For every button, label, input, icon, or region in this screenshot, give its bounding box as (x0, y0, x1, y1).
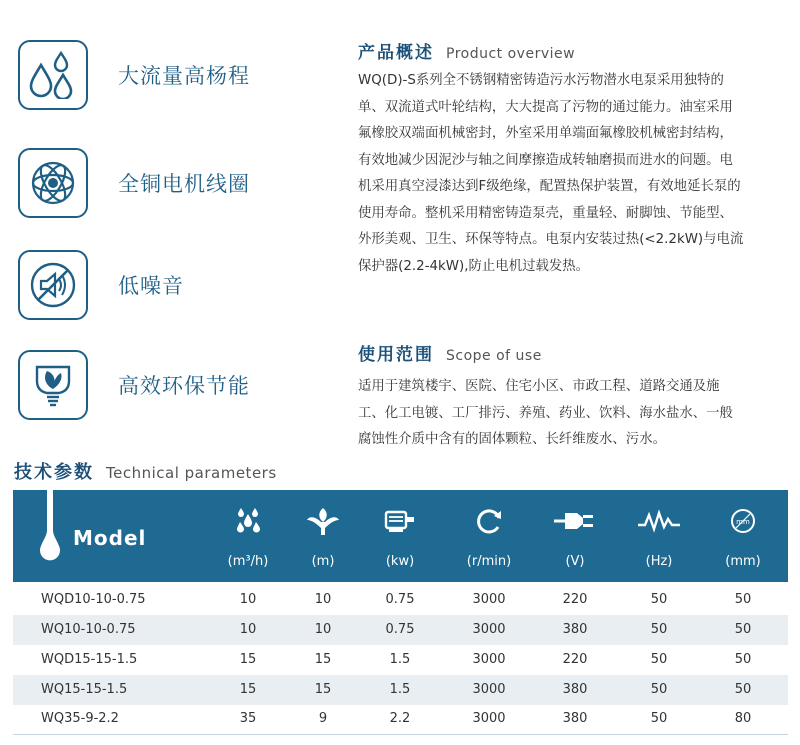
frequency-column-header (619, 490, 699, 582)
flow-drops-icon (208, 506, 288, 536)
model-cell: WQ35-9-2.2 (41, 711, 119, 726)
scope-line: 适用于建筑楼宇、医院、住宅小区、市政工程、道路交通及施 (358, 379, 720, 394)
feature-label: 高效环保节能 (118, 374, 250, 398)
overview-line: 保护器(2.2-4kW),防止电机过载发热。 (358, 258, 590, 274)
overview-title-en: Product overview (446, 46, 576, 62)
head-cell: 15 (314, 652, 332, 667)
scope-line: 腐蚀性介质中含有的固体颗粒、长纤维废水、污水。 (358, 432, 666, 447)
model-cell: WQ10-10-0.75 (41, 622, 136, 637)
overview-line: 有效地减少因泥沙与轴之间摩擦造成转轴磨损而进水的问题。电 (358, 152, 733, 168)
flow-unit: (m³/h) (227, 554, 269, 569)
diameter-cell: 80 (734, 711, 752, 726)
copper-coil-icon (18, 148, 88, 218)
frequency-cell: 50 (650, 592, 668, 607)
table-row (13, 615, 788, 645)
power-column-header (360, 490, 440, 582)
power-cell: 2.2 (389, 711, 411, 726)
flow-cell: 10 (239, 622, 257, 637)
water-drip-icon (35, 490, 65, 562)
tech-title-en: Technical parameters (106, 464, 277, 482)
power-cell: 0.75 (385, 592, 415, 607)
model-cell: WQD10-10-0.75 (41, 592, 146, 607)
diameter-column-header (703, 490, 783, 582)
table-row (13, 704, 788, 734)
scope-heading (358, 340, 542, 365)
voltage-cell: 220 (562, 592, 588, 607)
fountain-icon (283, 506, 363, 536)
table-row (13, 675, 788, 705)
feature-label: 低噪音 (118, 274, 184, 298)
model-cell: WQ15-15-1.5 (41, 682, 128, 697)
speed-cell: 3000 (472, 682, 506, 697)
model-cell: WQD15-15-1.5 (41, 652, 138, 667)
speed-cell: 3000 (472, 622, 506, 637)
flow-cell: 35 (239, 711, 257, 726)
voltage-cell: 380 (562, 622, 588, 637)
frequency-wave-icon (619, 506, 699, 536)
feature-energy-saving (18, 350, 338, 424)
speed-cell: 3000 (472, 711, 506, 726)
overview-line: 单、双流道式叶轮结构，大大提高了污物的通过能力。油室采用 (358, 99, 733, 115)
feature-label: 大流量高杨程 (118, 64, 250, 88)
diameter-unit: (mm) (725, 554, 761, 569)
diameter-mm-icon (703, 506, 783, 536)
frequency-unit: (Hz) (645, 554, 673, 569)
flow-cell: 15 (239, 652, 257, 667)
motor-icon (360, 506, 440, 536)
overview-line: 氟橡胶双端面机械密封，外室采用单端面氟橡胶机械密封结构， (358, 126, 733, 141)
scope-text (358, 374, 794, 454)
rotation-icon (449, 506, 529, 536)
flow-cell: 15 (239, 682, 257, 697)
head-cell: 15 (314, 682, 332, 697)
frequency-cell: 50 (650, 711, 668, 726)
overview-line: WQ(D)-S系列全不锈钢精密铸造污水污物潜水电泵采用独特的 (358, 73, 724, 88)
frequency-cell: 50 (650, 652, 668, 667)
diameter-cell: 50 (734, 622, 752, 637)
frequency-cell: 50 (650, 682, 668, 697)
speed-unit: (r/min) (466, 554, 512, 569)
overview-title-zh: 产品概述 (358, 43, 434, 63)
power-cell: 0.75 (385, 622, 415, 637)
flow-column-header (208, 490, 288, 582)
frequency-cell: 50 (650, 622, 668, 637)
power-cell: 1.5 (389, 682, 411, 697)
scope-title-zh: 使用范围 (358, 345, 434, 365)
overview-line: 机采用真空浸漆达到F级绝缘，配置热保护装置，有效地延长泵的 (358, 179, 741, 194)
eco-bulb-icon (18, 350, 88, 420)
voltage-cell: 220 (562, 652, 588, 667)
overview-line: 外形美观、卫生、环保等特点。电泵内安装过热(<2.2kW)与电流 (358, 232, 744, 247)
tech-heading (14, 458, 277, 484)
scope-line: 工、化工电镀、工厂排污、养殖、药业、饮料、海水盐水、一般 (358, 405, 733, 421)
tech-title-zh: 技术参数 (14, 462, 94, 483)
feature-large-flow (18, 40, 338, 114)
low-noise-icon (18, 250, 88, 320)
table-bottom-divider (13, 734, 788, 735)
speed-cell: 3000 (472, 592, 506, 607)
feature-low-noise (18, 250, 338, 324)
feature-copper-coil (18, 148, 338, 222)
voltage-cell: 380 (562, 682, 588, 697)
svg-text:mm: mm (736, 518, 750, 526)
feature-label: 全铜电机线圈 (118, 172, 250, 196)
voltage-cell: 380 (562, 711, 588, 726)
overview-text (358, 68, 794, 280)
power-unit: (kw) (385, 554, 415, 569)
diameter-cell: 50 (734, 652, 752, 667)
head-unit: (m) (311, 554, 335, 569)
flow-cell: 10 (239, 592, 257, 607)
head-cell: 9 (318, 711, 328, 726)
overview-line: 使用寿命。整机采用精密铸造泵壳，重量轻、耐脚蚀、节能型、 (358, 205, 733, 221)
table-row (13, 645, 788, 675)
diameter-cell: 50 (734, 592, 752, 607)
water-drops-icon (18, 40, 88, 110)
head-column-header (283, 490, 363, 582)
power-cell: 1.5 (389, 652, 411, 667)
scope-title-en: Scope of use (446, 348, 542, 364)
diameter-cell: 50 (734, 682, 752, 697)
table-row (13, 585, 788, 615)
model-column-header: Model (73, 526, 147, 550)
head-cell: 10 (314, 592, 332, 607)
overview-heading (358, 38, 575, 63)
head-cell: 10 (314, 622, 332, 637)
speed-column-header (449, 490, 529, 582)
voltage-column-header (535, 490, 615, 582)
table-header (13, 490, 788, 582)
speed-cell: 3000 (472, 652, 506, 667)
plug-icon (535, 506, 615, 536)
voltage-unit: (V) (565, 554, 585, 569)
